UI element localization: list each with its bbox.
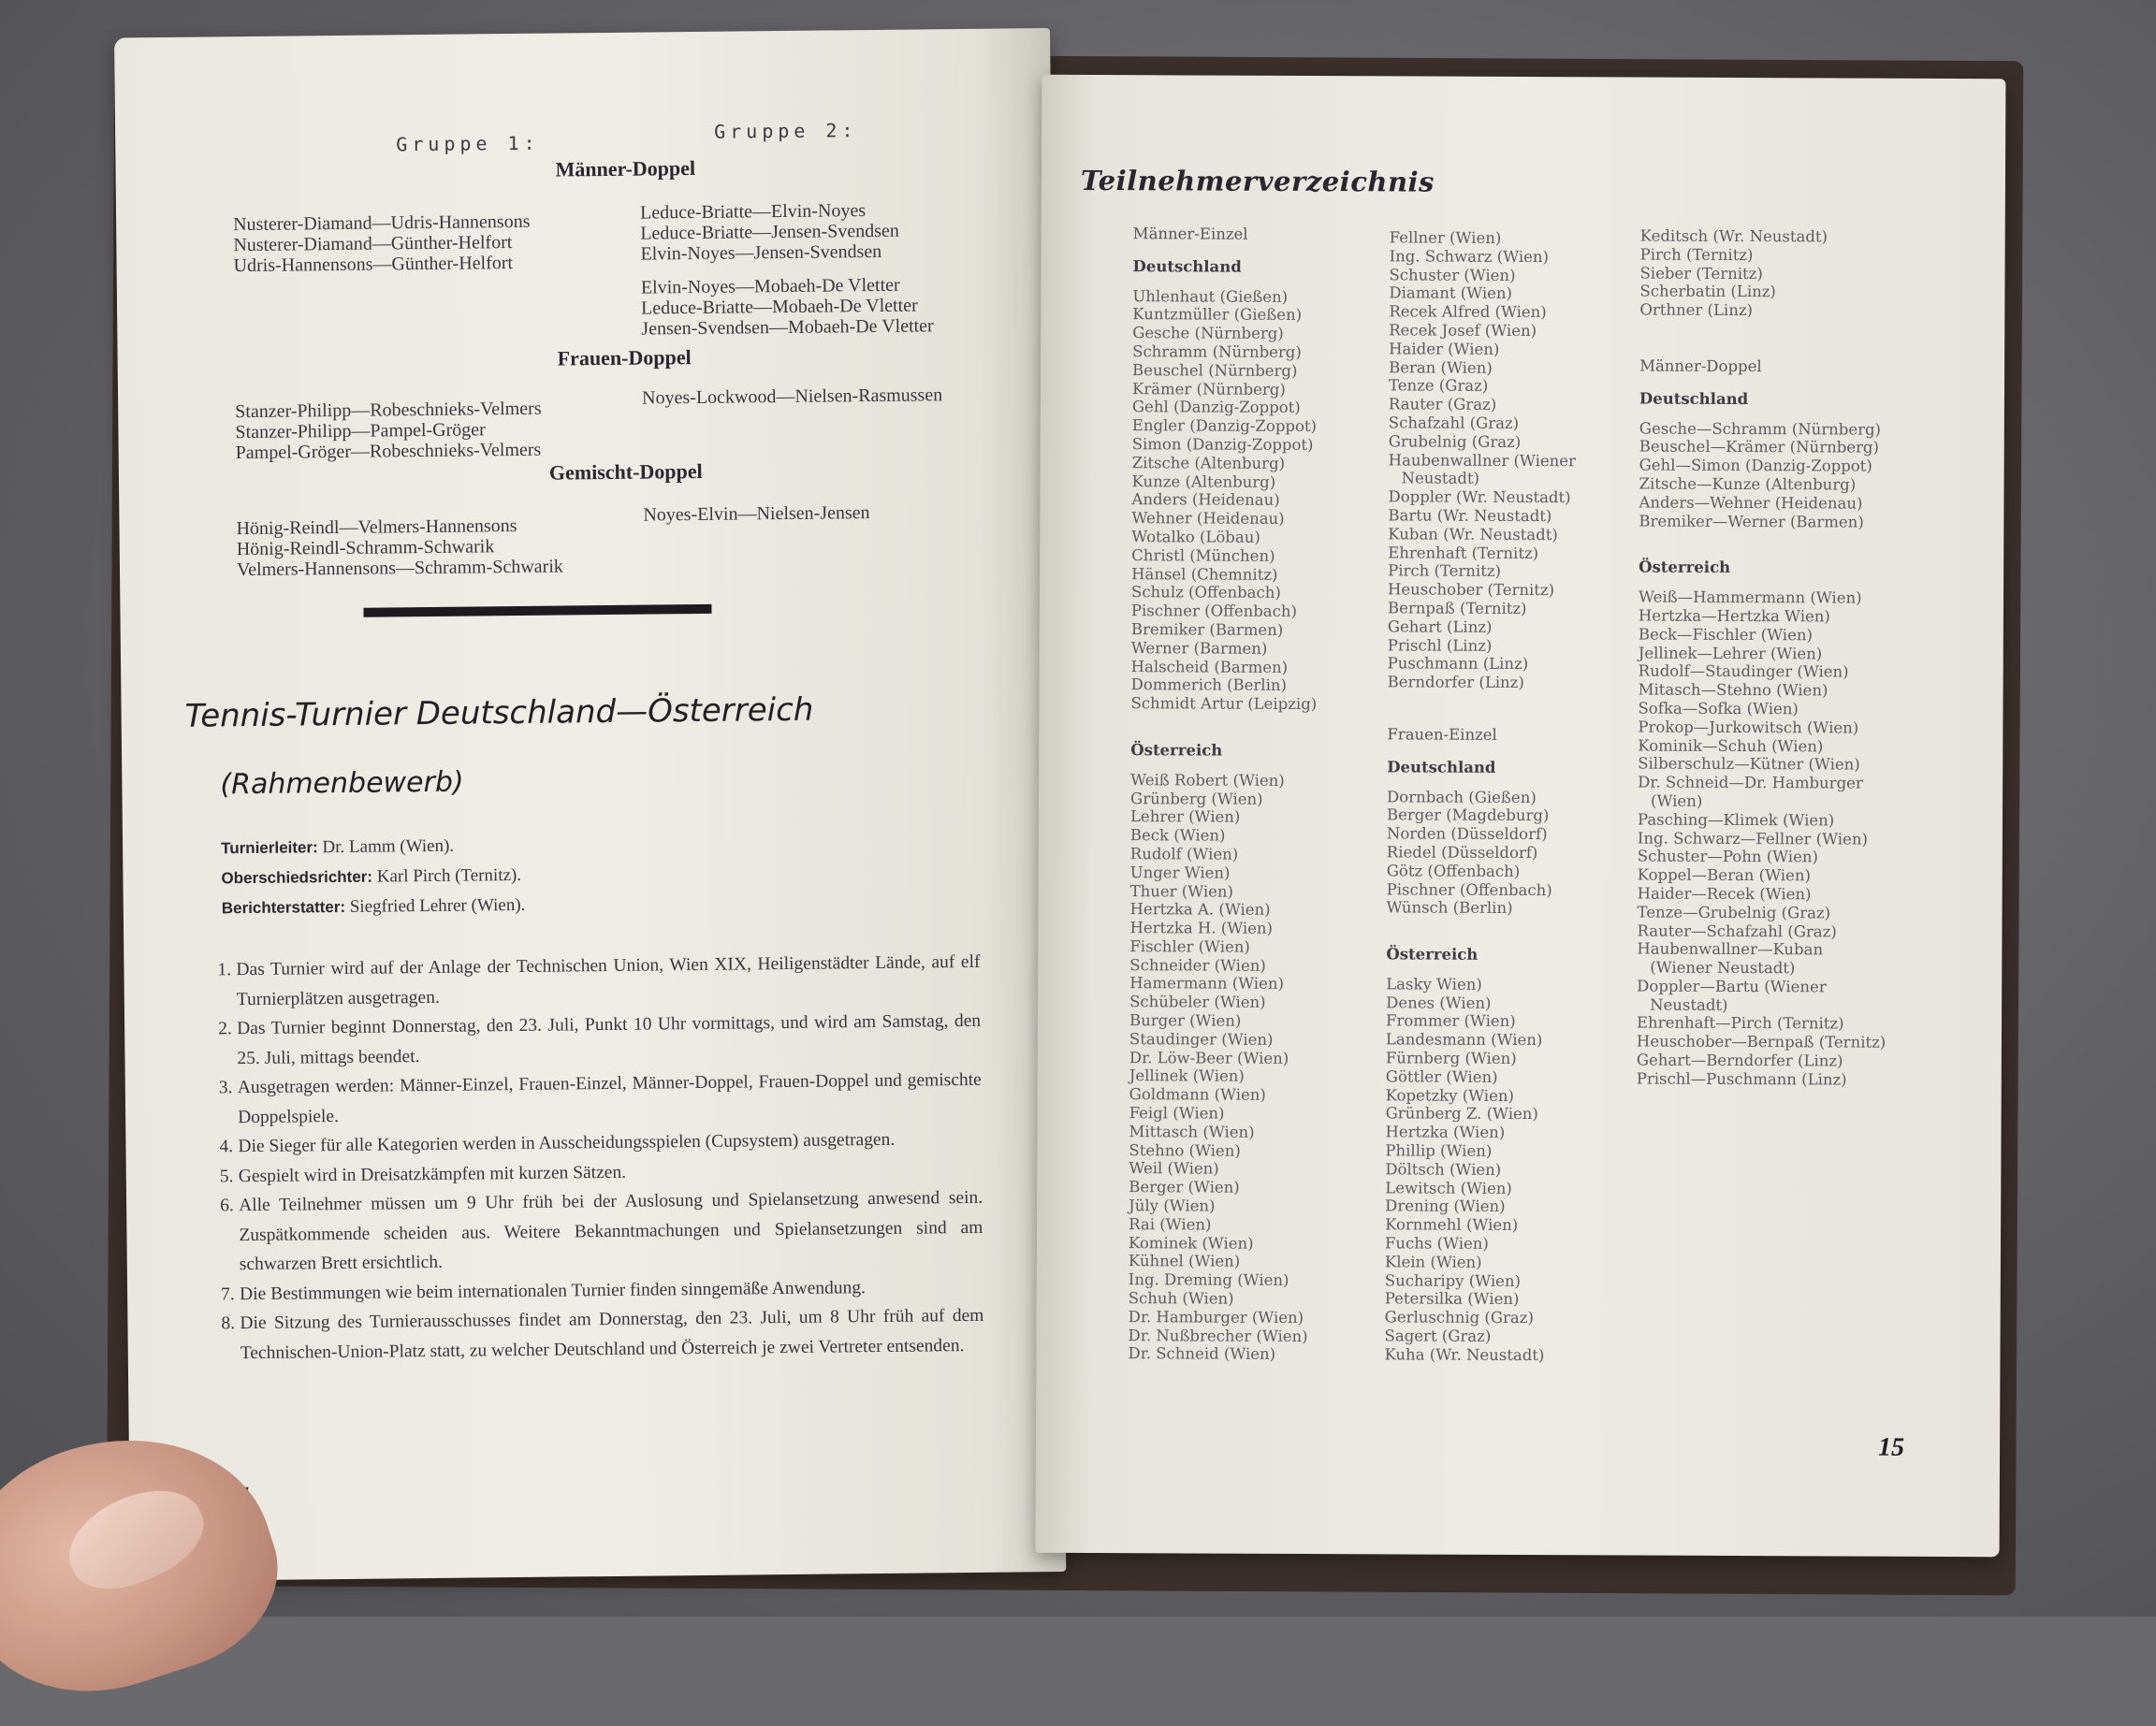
participant-entry: Kominek (Wien) <box>1128 1233 1254 1253</box>
participant-entry: Fuchs (Wien) <box>1384 1234 1489 1253</box>
pairing: Hönig-Reindl—Velmers-Hannensons <box>236 515 517 540</box>
participant-entry: Denes (Wien) <box>1386 994 1492 1012</box>
participant-entry: Beuschel—Krämer (Nürnberg) <box>1639 437 1879 457</box>
participant-entry: Landesmann (Wien) <box>1385 1030 1543 1050</box>
participant-entry: Simon (Danzig-Zoppot) <box>1131 435 1314 454</box>
participant-entry: Bernpaß (Ternitz) <box>1387 599 1527 617</box>
participant-entry: Petersilka (Wien) <box>1384 1289 1520 1309</box>
participant-entry: Weiß Robert (Wien) <box>1130 770 1285 790</box>
participant-entry: Gesche—Schramm (Nürnberg) <box>1639 419 1882 439</box>
category-label: Männer-Einzel <box>1132 225 1248 243</box>
participant-entry: Dornbach (Gießen) <box>1387 787 1537 806</box>
participant-entry: Lewitsch (Wien) <box>1385 1179 1512 1197</box>
participant-entry: Stehno (Wien) <box>1129 1140 1241 1160</box>
country-heading: Deutschland <box>1132 256 1242 276</box>
participant-entry: Sucharipy (Wien) <box>1384 1271 1522 1290</box>
participant-entry: Göttler (Wien) <box>1385 1067 1498 1086</box>
page-number-right: 15 <box>1877 1432 1905 1462</box>
rule-item: 3. Ausgetragen werden: Männer-Einzel, Frauen-Einzel, Männer-Doppel, Frauen-Doppel und gemischte Doppelspiele. <box>218 1069 982 1127</box>
participant-entry: Dr. Löw-Beer (Wien) <box>1129 1048 1289 1067</box>
participant-entry: Pirch (Ternitz) <box>1639 245 1754 264</box>
participant-entry: Lehrer (Wien) <box>1129 807 1241 827</box>
participant-entry: Norden (Düsseldorf) <box>1386 824 1548 844</box>
participant-entry: Kuha (Wr. Neustadt) <box>1384 1345 1545 1364</box>
entry-list-continued <box>1388 228 1624 692</box>
participant-entry: Wünsch (Berlin) <box>1386 898 1513 918</box>
participant-entry: Kornmehl (Wien) <box>1385 1215 1519 1235</box>
participant-entry: Silberschulz—Kütner (Wien) <box>1638 754 1860 774</box>
participant-entry: Mittasch (Wien) <box>1129 1123 1255 1141</box>
rule-item: 5. Gespielt wird in Dreisatzkämpfen mit kurzen Sätzen. <box>219 1162 627 1186</box>
participant-entry: Beck—Fischler (Wien) <box>1638 625 1813 645</box>
frauen-doppel-gruppe1 <box>235 399 542 463</box>
participant-entry: Kuntzmüller (Gießen) <box>1132 305 1303 325</box>
participant-entry: Gesche (Nürnberg) <box>1132 324 1284 343</box>
participant-entry: Prischl (Linz) <box>1387 635 1493 655</box>
participant-entry: Dr. Nußbrecher (Wien) <box>1128 1326 1308 1345</box>
official-line: Turnierleiter: Dr. Lamm (Wien). <box>221 835 455 858</box>
participant-entry: Hertzka (Wien) <box>1385 1123 1506 1142</box>
rule-item: 2. Das Turnier beginnt Donnerstag, den 23. Juli, Punkt 10 Uhr vormittags, und wird am Samstag, den 25. Juli, mittags beendet. <box>218 1010 982 1068</box>
category-label: Frauen-Einzel <box>1387 725 1497 744</box>
gemischt-doppel-heading: Gemischt-Doppel <box>548 458 703 485</box>
participant-entry: Frommer (Wien) <box>1386 1011 1516 1031</box>
country-heading: Deutschland <box>1639 389 1749 408</box>
maenner-doppel-heading: Männer-Doppel <box>555 155 696 181</box>
rule-item: 6. Alle Teilnehmer müssen um 9 Uhr früh bei der Auslosung und Spielansetzung anwesend sein. Zuspätkommende scheiden aus. Weitere Bekanntmachungen und Spielansetzungen sind am schwarzen Brett ersichtlich. <box>220 1187 983 1275</box>
entry-list-oesterreich <box>1384 975 1620 1365</box>
rules-list <box>217 948 984 1369</box>
participant-entry: Diamant (Wien) <box>1389 283 1513 303</box>
pairing: Leduce-Briatte—Jensen-Svendsen <box>640 220 899 244</box>
participant-entry: Götz (Offenbach) <box>1386 862 1521 880</box>
participant-entry: Schuster (Wien) <box>1389 265 1516 284</box>
participant-entry: Sagert (Graz) <box>1384 1327 1492 1345</box>
gemischt-doppel-gruppe1 <box>236 515 562 580</box>
participant-entry: Zitsche—Kunze (Altenburg) <box>1639 474 1857 494</box>
participant-entry: Staudinger (Wien) <box>1129 1030 1274 1049</box>
participant-entry: Beck (Wien) <box>1129 826 1226 845</box>
country-heading: Deutschland <box>1387 758 1496 776</box>
rule-item: 7. Die Bestimmungen wie beim internationalen Turnier finden sinngemäße Anwendung. <box>221 1277 867 1304</box>
participant-entry: Unger Wien) <box>1129 863 1231 882</box>
participant-entry: Fischler (Wien) <box>1129 937 1250 956</box>
participant-entry: Haider (Wien) <box>1389 340 1500 358</box>
participant-entry: Jüly (Wien) <box>1129 1197 1216 1215</box>
participant-entry: Feigl (Wien) <box>1129 1104 1225 1123</box>
country-heading: Österreich <box>1386 945 1479 964</box>
frauen-doppel-gruppe2 <box>642 384 942 408</box>
page-14 <box>114 28 1066 1581</box>
participant-entry: Rudolf (Wien) <box>1129 845 1239 863</box>
participant-entry: Krämer (Nürnberg) <box>1131 379 1286 399</box>
maenner-doppel-gruppe1 <box>233 211 531 276</box>
pairing: Leduce-Briatte—Elvin-Noyes <box>639 200 867 224</box>
entry-list-oesterreich <box>1637 588 1891 1090</box>
separator-bar <box>363 604 711 617</box>
participant-entry: Döltsch (Wien) <box>1385 1160 1502 1179</box>
participant-entry: Schafzahl (Graz) <box>1388 413 1520 432</box>
participant-entry: Schmidt Artur (Leipzig) <box>1130 694 1318 714</box>
participant-entry: Schneider (Wien) <box>1129 955 1266 975</box>
officials-list <box>221 831 526 923</box>
pairing: Elvin-Noyes—Jensen-Svendsen <box>640 240 882 265</box>
participant-entry: Ehrenhaft (Ternitz) <box>1388 543 1539 562</box>
participant-entry: Dommerich (Berlin) <box>1130 675 1287 695</box>
country-heading: Österreich <box>1639 558 1731 577</box>
participant-entry: Bartu (Wr. Neustadt) <box>1388 506 1552 526</box>
participant-entry: Pischner (Offenbach) <box>1386 879 1552 899</box>
country-heading: Österreich <box>1130 741 1223 760</box>
participant-entry: Werner (Barmen) <box>1130 638 1268 658</box>
participant-entry: Tenze—Grubelnig (Graz) <box>1637 903 1831 922</box>
participant-entry: Tenze (Graz) <box>1388 376 1489 396</box>
participant-entry: Sieber (Ternitz) <box>1639 264 1763 283</box>
participant-entry: Hertzka A. (Wien) <box>1129 900 1271 920</box>
participant-entry: Gehart—Berndorfer (Linz) <box>1636 1051 1843 1070</box>
official-line: Oberschiedsrichter: Karl Pirch (Ternitz). <box>221 864 522 888</box>
participant-entry: Hertzka—Hertzka Wien) <box>1638 606 1830 626</box>
participant-entry: Kominik—Schuh (Wien) <box>1638 736 1824 755</box>
participant-entry: Doppler—Bartu (Wiener Neustadt) <box>1637 977 1827 1014</box>
participant-entry: Bremiker (Barmen) <box>1130 620 1284 639</box>
participant-entry: Ing. Schwarz—Fellner (Wien) <box>1637 829 1868 848</box>
pairing: Pampel-Gröger—Robeschnieks-Velmers <box>235 439 542 464</box>
participant-entry: Fellner (Wien) <box>1389 228 1502 247</box>
participant-entry: Wehner (Heidenau) <box>1131 509 1285 529</box>
participant-entry: Uhlenhaut (Gießen) <box>1132 286 1289 306</box>
pairing: Nusterer-Diamand—Udris-Hannensons <box>233 210 531 236</box>
participant-entry: Weil (Wien) <box>1129 1159 1219 1179</box>
participant-entry: Berndorfer (Linz) <box>1387 673 1524 692</box>
participant-entry: Rai (Wien) <box>1129 1215 1212 1234</box>
participant-entry: Schuh (Wien) <box>1128 1289 1234 1308</box>
participant-entry: Rudolf—Staudinger (Wien) <box>1638 661 1849 681</box>
participant-entry: Schramm (Nürnberg) <box>1132 342 1302 361</box>
frauen-doppel-heading: Frauen-Doppel <box>557 345 692 370</box>
participant-entry: Keditsch (Wr. Neustadt) <box>1639 226 1828 246</box>
participant-entry: Dr. Hamburger (Wien) <box>1128 1308 1304 1327</box>
participant-entry: Orthner (Linz) <box>1639 300 1754 320</box>
participant-entry: Rauter—Schafzahl (Graz) <box>1637 921 1837 940</box>
participant-entry: Anders—Wehner (Heidenau) <box>1639 493 1863 513</box>
participant-entry: Grünberg Z. (Wien) <box>1385 1104 1538 1124</box>
participant-entry: Puschmann (Linz) <box>1387 654 1529 674</box>
tournament-title: Tennis-Turnier Deutschland—Österreich <box>184 690 814 735</box>
participant-entry: Pasching—Klimek (Wien) <box>1637 810 1835 830</box>
column-3 <box>1637 227 1893 1090</box>
participant-entry: Dr. Schneid—Dr. Hamburger (Wien) <box>1638 773 1863 810</box>
participant-entry: Jellinek (Wien) <box>1129 1066 1245 1086</box>
participant-entry: Schuster—Pohn (Wien) <box>1637 847 1818 866</box>
participant-entry: Bremiker—Werner (Barmen) <box>1639 512 1864 531</box>
participant-entry: Hertzka H. (Wien) <box>1129 919 1274 937</box>
participant-entry: Phillip (Wien) <box>1385 1141 1493 1160</box>
participant-entry: Riedel (Düsseldorf) <box>1386 843 1538 862</box>
entry-list-deutschland <box>1387 788 1622 919</box>
gemischt-doppel-gruppe2 <box>643 502 869 526</box>
participant-entry: Pischner (Offenbach) <box>1130 602 1298 621</box>
pairing: Nusterer-Diamand—Günther-Helfort <box>233 232 513 256</box>
participant-entry: Kuban (Wr. Neustadt) <box>1388 525 1558 544</box>
column-1 <box>1128 225 1376 1364</box>
column-2 <box>1384 228 1623 1365</box>
entry-list-deutschland <box>1639 419 1892 531</box>
participant-entry: Klein (Wien) <box>1384 1253 1482 1271</box>
rule-item: 1. Das Turnier wird auf der Anlage der Technischen Union, Wien XIX, Heiligenstädter Lände, auf elf Turnierplätzen ausgetragen. <box>217 951 981 1009</box>
participant-entry: Prischl—Puschmann (Linz) <box>1636 1069 1847 1089</box>
participant-entry: Grubelnig (Graz) <box>1388 432 1522 451</box>
participant-entry: Haider—Recek (Wien) <box>1637 884 1812 904</box>
participant-entry: Gehl—Simon (Danzig-Zoppot) <box>1639 456 1872 475</box>
pairing: Udris-Hannensons—Günther-Helfort <box>233 253 514 277</box>
participant-entry: Ing. Dreming (Wien) <box>1128 1270 1289 1290</box>
category-label: Männer-Doppel <box>1639 356 1762 376</box>
participant-entry: Doppler (Wr. Neustadt) <box>1388 487 1571 507</box>
participant-entry: Lasky Wien) <box>1386 975 1482 994</box>
participant-entry: Weiß—Hammermann (Wien) <box>1638 587 1862 607</box>
participant-entry: Dr. Schneid (Wien) <box>1128 1344 1276 1364</box>
participant-entry: Heuschober—Bernpaß (Ternitz) <box>1636 1032 1886 1052</box>
maenner-doppel-gruppe2 <box>640 199 934 339</box>
pairing: Elvin-Noyes—Mobaeh-De Vletter <box>640 274 900 298</box>
participant-entry: Wotalko (Löbau) <box>1131 528 1260 546</box>
participant-entry: Fürnberg (Wien) <box>1385 1049 1517 1068</box>
participant-entry: Kunze (Altenburg) <box>1131 471 1276 491</box>
participant-entry: Burger (Wien) <box>1129 1011 1242 1030</box>
pairing: Hönig-Reindl-Schramm-Schwarik <box>236 536 495 560</box>
pairing: Stanzer-Philipp—Robeschnieks-Velmers <box>235 398 542 423</box>
participant-entry: Goldmann (Wien) <box>1129 1085 1266 1105</box>
entry-list-continued <box>1639 227 1892 321</box>
participant-entry: Christl (München) <box>1131 545 1275 565</box>
page-15 <box>1036 75 2006 1557</box>
entry-list-oesterreich <box>1128 771 1374 1365</box>
pairing: Noyes-Elvin—Nielsen-Jensen <box>643 502 870 526</box>
participant-entry: Gehl (Danzig-Zoppot) <box>1131 398 1301 417</box>
participant-entry: Sofka—Sofka (Wien) <box>1638 699 1799 718</box>
pairing: Jensen-Svendsen—Mobaeh-De Vletter <box>641 315 934 340</box>
participant-entry: Koppel—Beran (Wien) <box>1637 865 1811 885</box>
official-line: Berichterstatter: Siegfried Lehrer (Wien). <box>221 894 526 918</box>
participant-entry: Hamermann (Wien) <box>1129 974 1284 994</box>
participant-list-title: Teilnehmerverzeichnis <box>1080 164 1435 198</box>
participant-entry: Gehart (Linz) <box>1387 617 1493 636</box>
participant-entry: Grünberg (Wien) <box>1130 789 1263 808</box>
pairing: Noyes-Lockwood—Nielsen-Rasmussen <box>642 384 943 409</box>
participant-entry: Thuer (Wien) <box>1129 881 1234 901</box>
rule-item: 4. Die Sieger für alle Kategorien werden in Ausscheidungsspielen (Cupsystem) ausgetragen. <box>219 1129 896 1157</box>
rule-item: 8. Die Sitzung des Turnierausschusses findet am Donnerstag, den 23. Juli, um 8 Uhr früh auf dem Technischen-Union-Platz statt, zu welcher Deutschland und Österreich je zwei Vertreter entsenden. <box>221 1305 984 1363</box>
participant-entry: Drening (Wien) <box>1385 1197 1506 1216</box>
participant-entry: Haubenwallner (Wiener Neustadt) <box>1388 450 1576 488</box>
participant-entry: Berger (Magdeburg) <box>1386 805 1550 825</box>
participant-entry: Gerluschnig (Graz) <box>1384 1308 1534 1327</box>
participant-entry: Pirch (Ternitz) <box>1388 561 1502 581</box>
participant-entry: Mitasch—Stehno (Wien) <box>1638 680 1828 700</box>
participant-entry: Berger (Wien) <box>1129 1178 1240 1197</box>
participant-entry: Hänsel (Chemnitz) <box>1131 564 1278 584</box>
participant-entry: Haubenwallner—Kuban (Wiener Neustadt) <box>1637 939 1824 978</box>
participant-entry: Engler (Danzig-Zoppot) <box>1131 416 1318 436</box>
tournament-subtitle: (Rahmenbewerb) <box>220 765 464 802</box>
participant-entry: Kopetzky (Wien) <box>1385 1086 1514 1105</box>
participant-entry: Beran (Wien) <box>1389 357 1493 377</box>
participant-entry: Jellinek—Lehrer (Wien) <box>1638 644 1823 662</box>
participant-entry: Recek Josef (Wien) <box>1389 321 1537 341</box>
participant-entry: Anders (Heidenau) <box>1131 490 1280 510</box>
participant-entry: Beuschel (Nürnberg) <box>1132 360 1298 380</box>
pairing: Leduce-Briatte—Mobaeh-De Vletter <box>640 295 918 319</box>
participant-entry: Recek Alfred (Wien) <box>1389 302 1547 322</box>
gruppe-2-label: Gruppe 2: <box>714 119 858 143</box>
participant-entry: Ehrenhaft—Pirch (Ternitz) <box>1636 1014 1844 1033</box>
participant-entry: Prokop—Jurkowitsch (Wien) <box>1638 718 1859 737</box>
pairing: Stanzer-Philipp—Pampel-Gröger <box>235 419 486 443</box>
gruppe-1-label: Gruppe 1: <box>396 131 540 156</box>
entry-list-deutschland <box>1130 287 1376 714</box>
participant-entry: Heuschober (Ternitz) <box>1388 580 1555 600</box>
participant-entry: Rauter (Graz) <box>1388 395 1497 414</box>
participant-entry: Zitsche (Altenburg) <box>1131 453 1286 472</box>
participant-entry: Kühnel (Wien) <box>1128 1252 1241 1271</box>
participant-entry: Halscheid (Barmen) <box>1130 657 1289 676</box>
pairing: Velmers-Hannensons—Schramm-Schwarik <box>236 556 563 581</box>
participant-entry: Schübeler (Wien) <box>1129 993 1266 1012</box>
participant-entry: Schulz (Offenbach) <box>1130 583 1281 602</box>
participant-entry: Ing. Schwarz (Wien) <box>1389 247 1550 266</box>
participant-entry: Scherbatin (Linz) <box>1639 282 1776 301</box>
